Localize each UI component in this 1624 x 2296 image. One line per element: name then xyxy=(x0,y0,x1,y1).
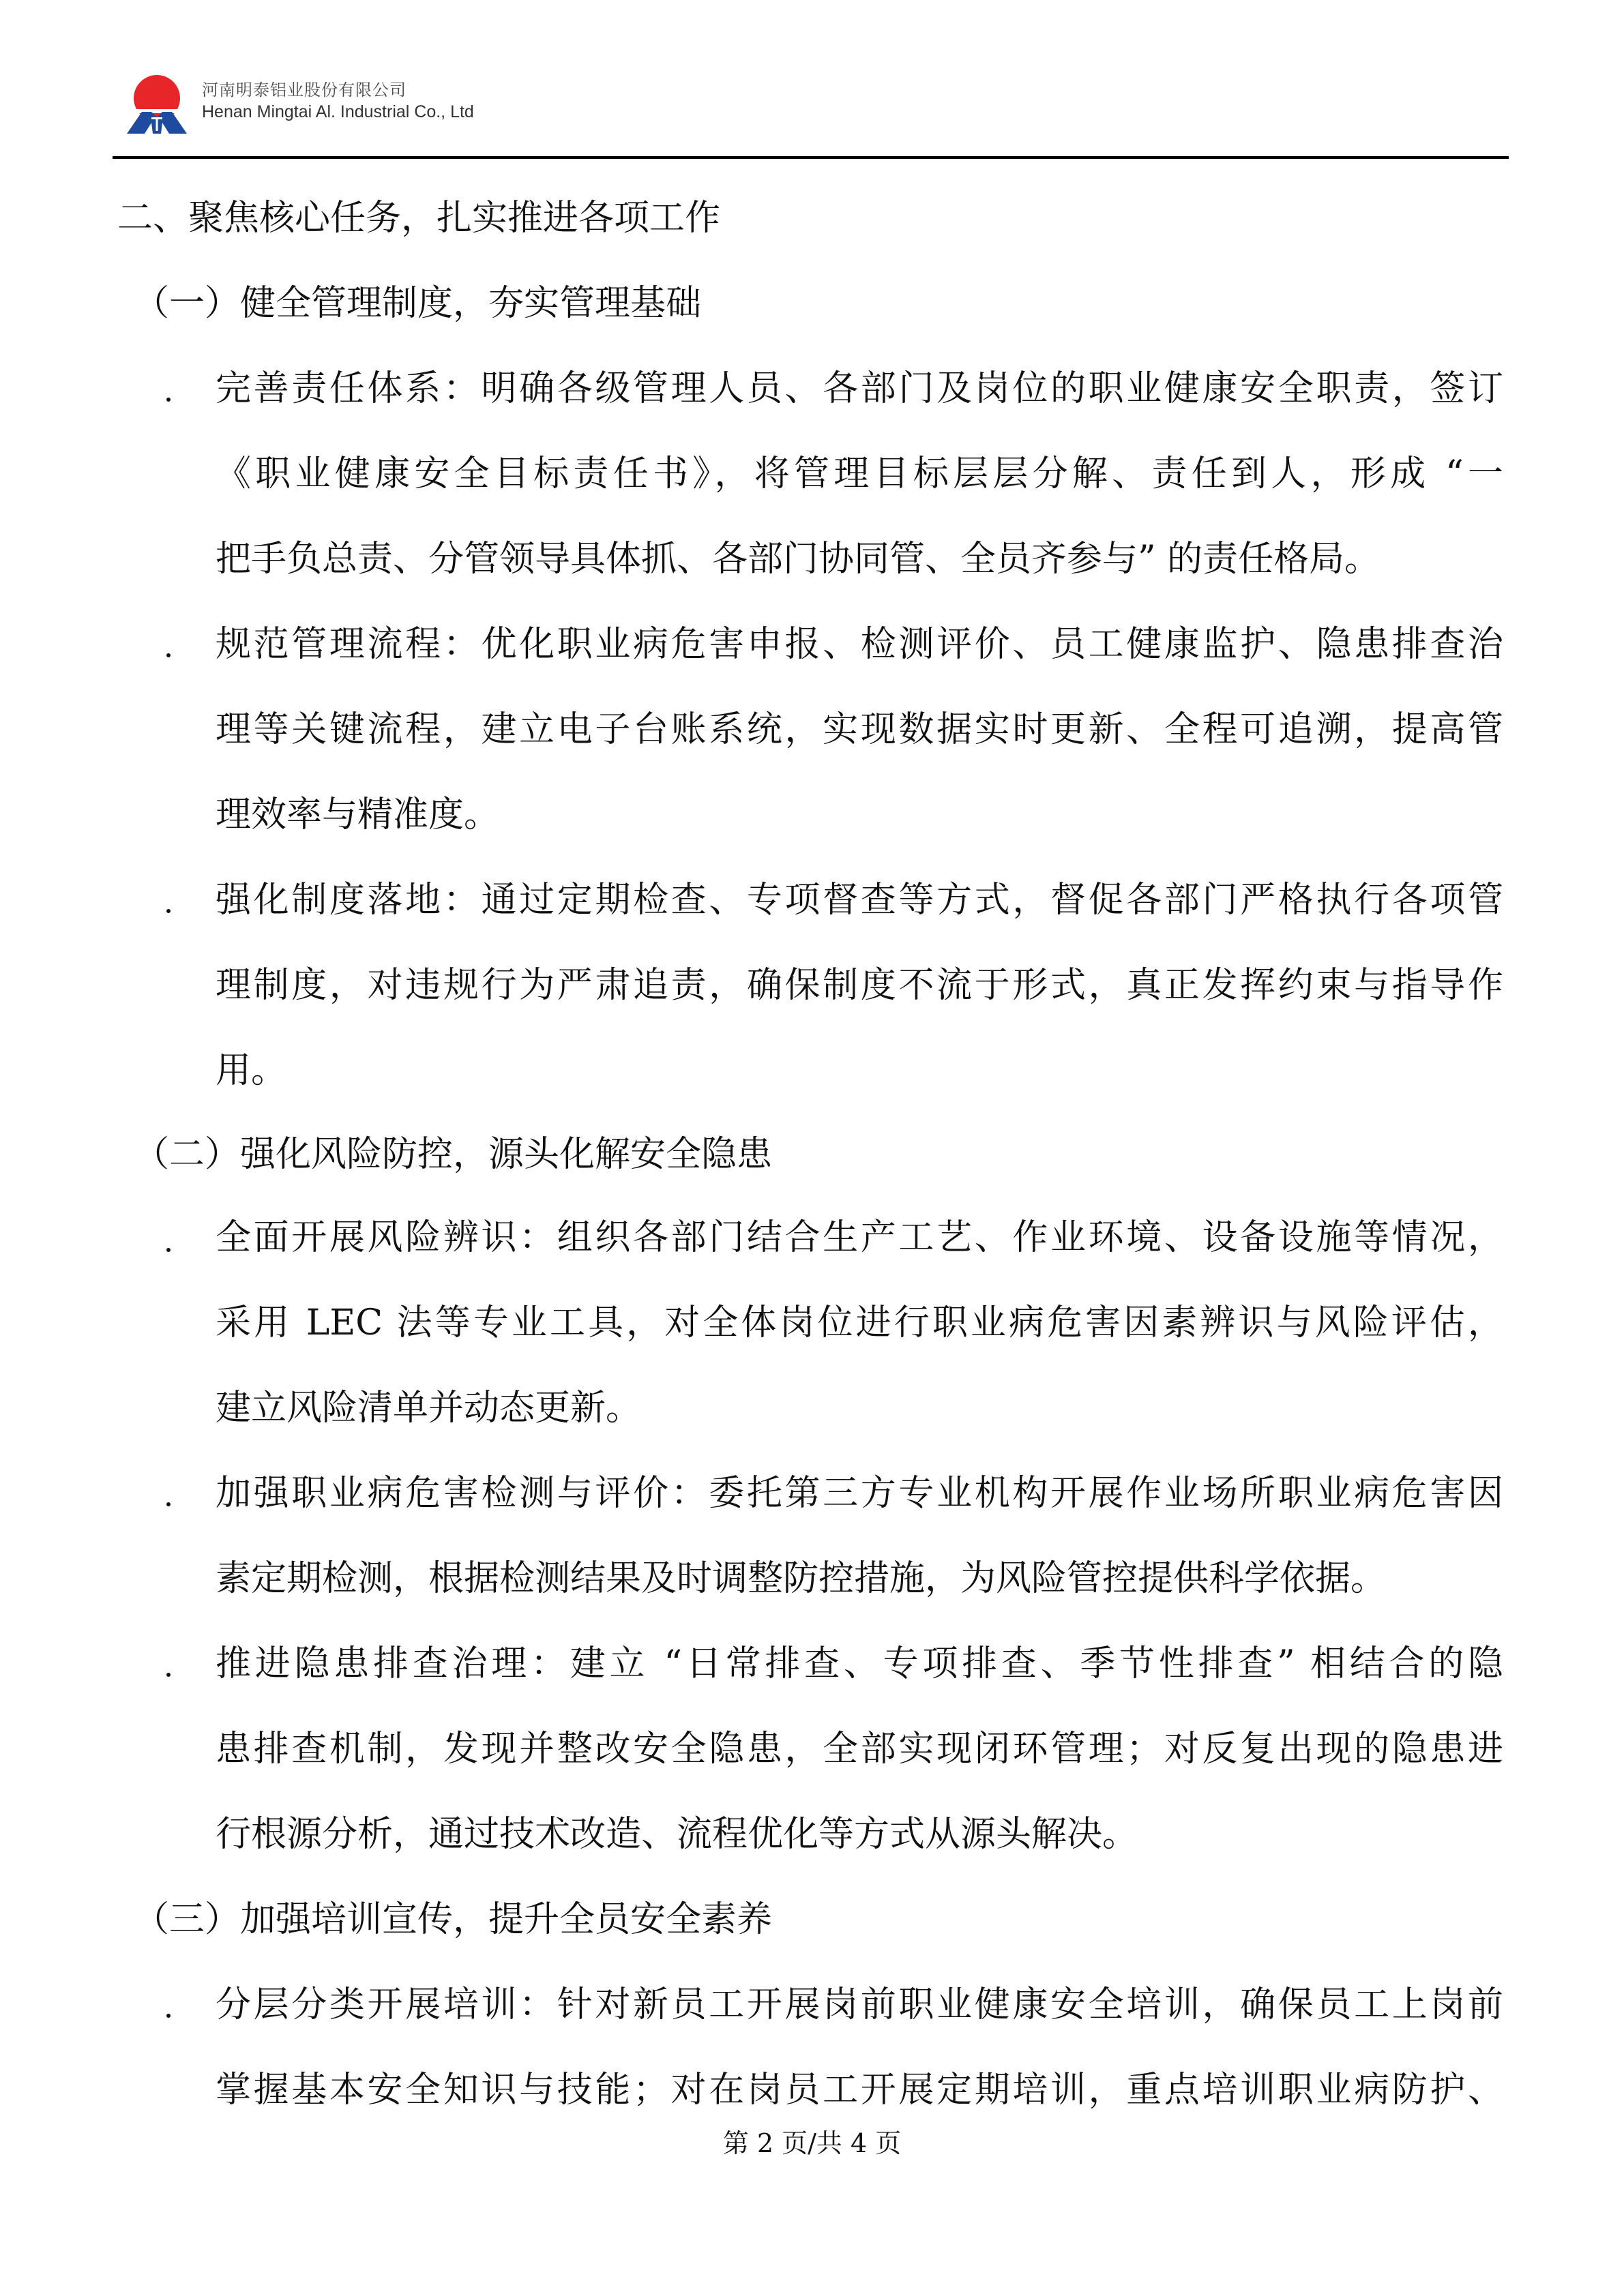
paragraph-line: 用。 xyxy=(216,1050,287,1091)
paragraph-line: 全面开展风险辨识：组织各部门结合生产工艺、作业环境、设备设施等情况， xyxy=(216,1217,1503,1258)
bullet-icon xyxy=(166,1673,173,1680)
company-name-en: Henan Mingtai Al. Industrial Co., Ltd xyxy=(202,102,474,121)
bullet-icon xyxy=(166,909,173,916)
paragraph-line: 加强职业病危害检测与评价：委托第三方专业机构开展作业场所职业病危害因 xyxy=(216,1473,1503,1514)
paragraph-line: 理效率与精准度。 xyxy=(216,794,500,835)
paragraph-line: 理制度，对违规行为严肃追责，确保制度不流于形式，真正发挥约束与指导作 xyxy=(216,965,1503,1006)
header-divider xyxy=(113,156,1509,159)
bullet-icon xyxy=(166,653,173,660)
paragraph-line: 行根源分析，通过技术改造、流程优化等方式从源头解决。 xyxy=(216,1814,1138,1855)
paragraph-line: 《职业健康安全目标责任书》，将管理目标层层分解、责任到人，形成 “一 xyxy=(216,453,1503,494)
bullet-icon xyxy=(166,1502,173,1509)
paragraph-line: 建立风险清单并动态更新。 xyxy=(216,1388,642,1429)
paragraph-line: 掌握基本安全知识与技能；对在岗员工开展定期培训，重点培训职业病防护、 xyxy=(216,2070,1503,2111)
page-number: 第 2 页/共 4 页 xyxy=(722,2128,902,2158)
bullet-icon xyxy=(166,2014,173,2021)
paragraph-line: 分层分类开展培训：针对新员工开展岗前职业健康安全培训，确保员工上岗前 xyxy=(216,1984,1503,2025)
paragraph-line: 理等关键流程，建立电子台账系统，实现数据实时更新、全程可追溯，提高管 xyxy=(216,709,1503,750)
paragraph-line: 患排查机制，发现并整改安全隐患，全部实现闭环管理；对反复出现的隐患进 xyxy=(216,1729,1503,1770)
bullet-icon xyxy=(166,398,173,404)
paragraph-line: 推进隐患排查治理：建立 “日常排查、专项排查、季节性排查” 相结合的隐 xyxy=(216,1643,1503,1684)
paragraph-line: 强化制度落地：通过定期检查、专项督查等方式，督促各部门严格执行各项管 xyxy=(216,880,1503,921)
paragraph-line: 把手负总责、分管领导具体抓、各部门协同管、全员齐参与” 的责任格局。 xyxy=(216,539,1381,580)
paragraph-line: 规范管理流程：优化职业病危害申报、检测评价、员工健康监护、隐患排查治 xyxy=(216,624,1503,665)
subsection-title: （一）健全管理制度，夯实管理基础 xyxy=(134,283,702,324)
mingtai-logo-icon xyxy=(124,74,190,135)
paragraph-line: 完善责任体系：明确各级管理人员、各部门及岗位的职业健康安全职责，签订 xyxy=(216,368,1503,409)
section-heading: 二、聚焦核心任务，扎实推进各项工作 xyxy=(117,198,721,239)
paragraph-line: 素定期检测，根据检测结果及时调整防控措施，为风险管控提供科学依据。 xyxy=(216,1558,1387,1599)
subsection-title: （三）加强培训宣传，提升全员安全素养 xyxy=(134,1899,773,1940)
bullet-icon xyxy=(166,1248,173,1255)
company-name-cn: 河南明泰铝业股份有限公司 xyxy=(202,80,407,100)
subsection-title: （二）强化风险防控，源头化解安全隐患 xyxy=(134,1134,773,1175)
paragraph-line: 采用 LEC 法等专业工具，对全体岗位进行职业病危害因素辨识与风险评估， xyxy=(216,1302,1503,1343)
